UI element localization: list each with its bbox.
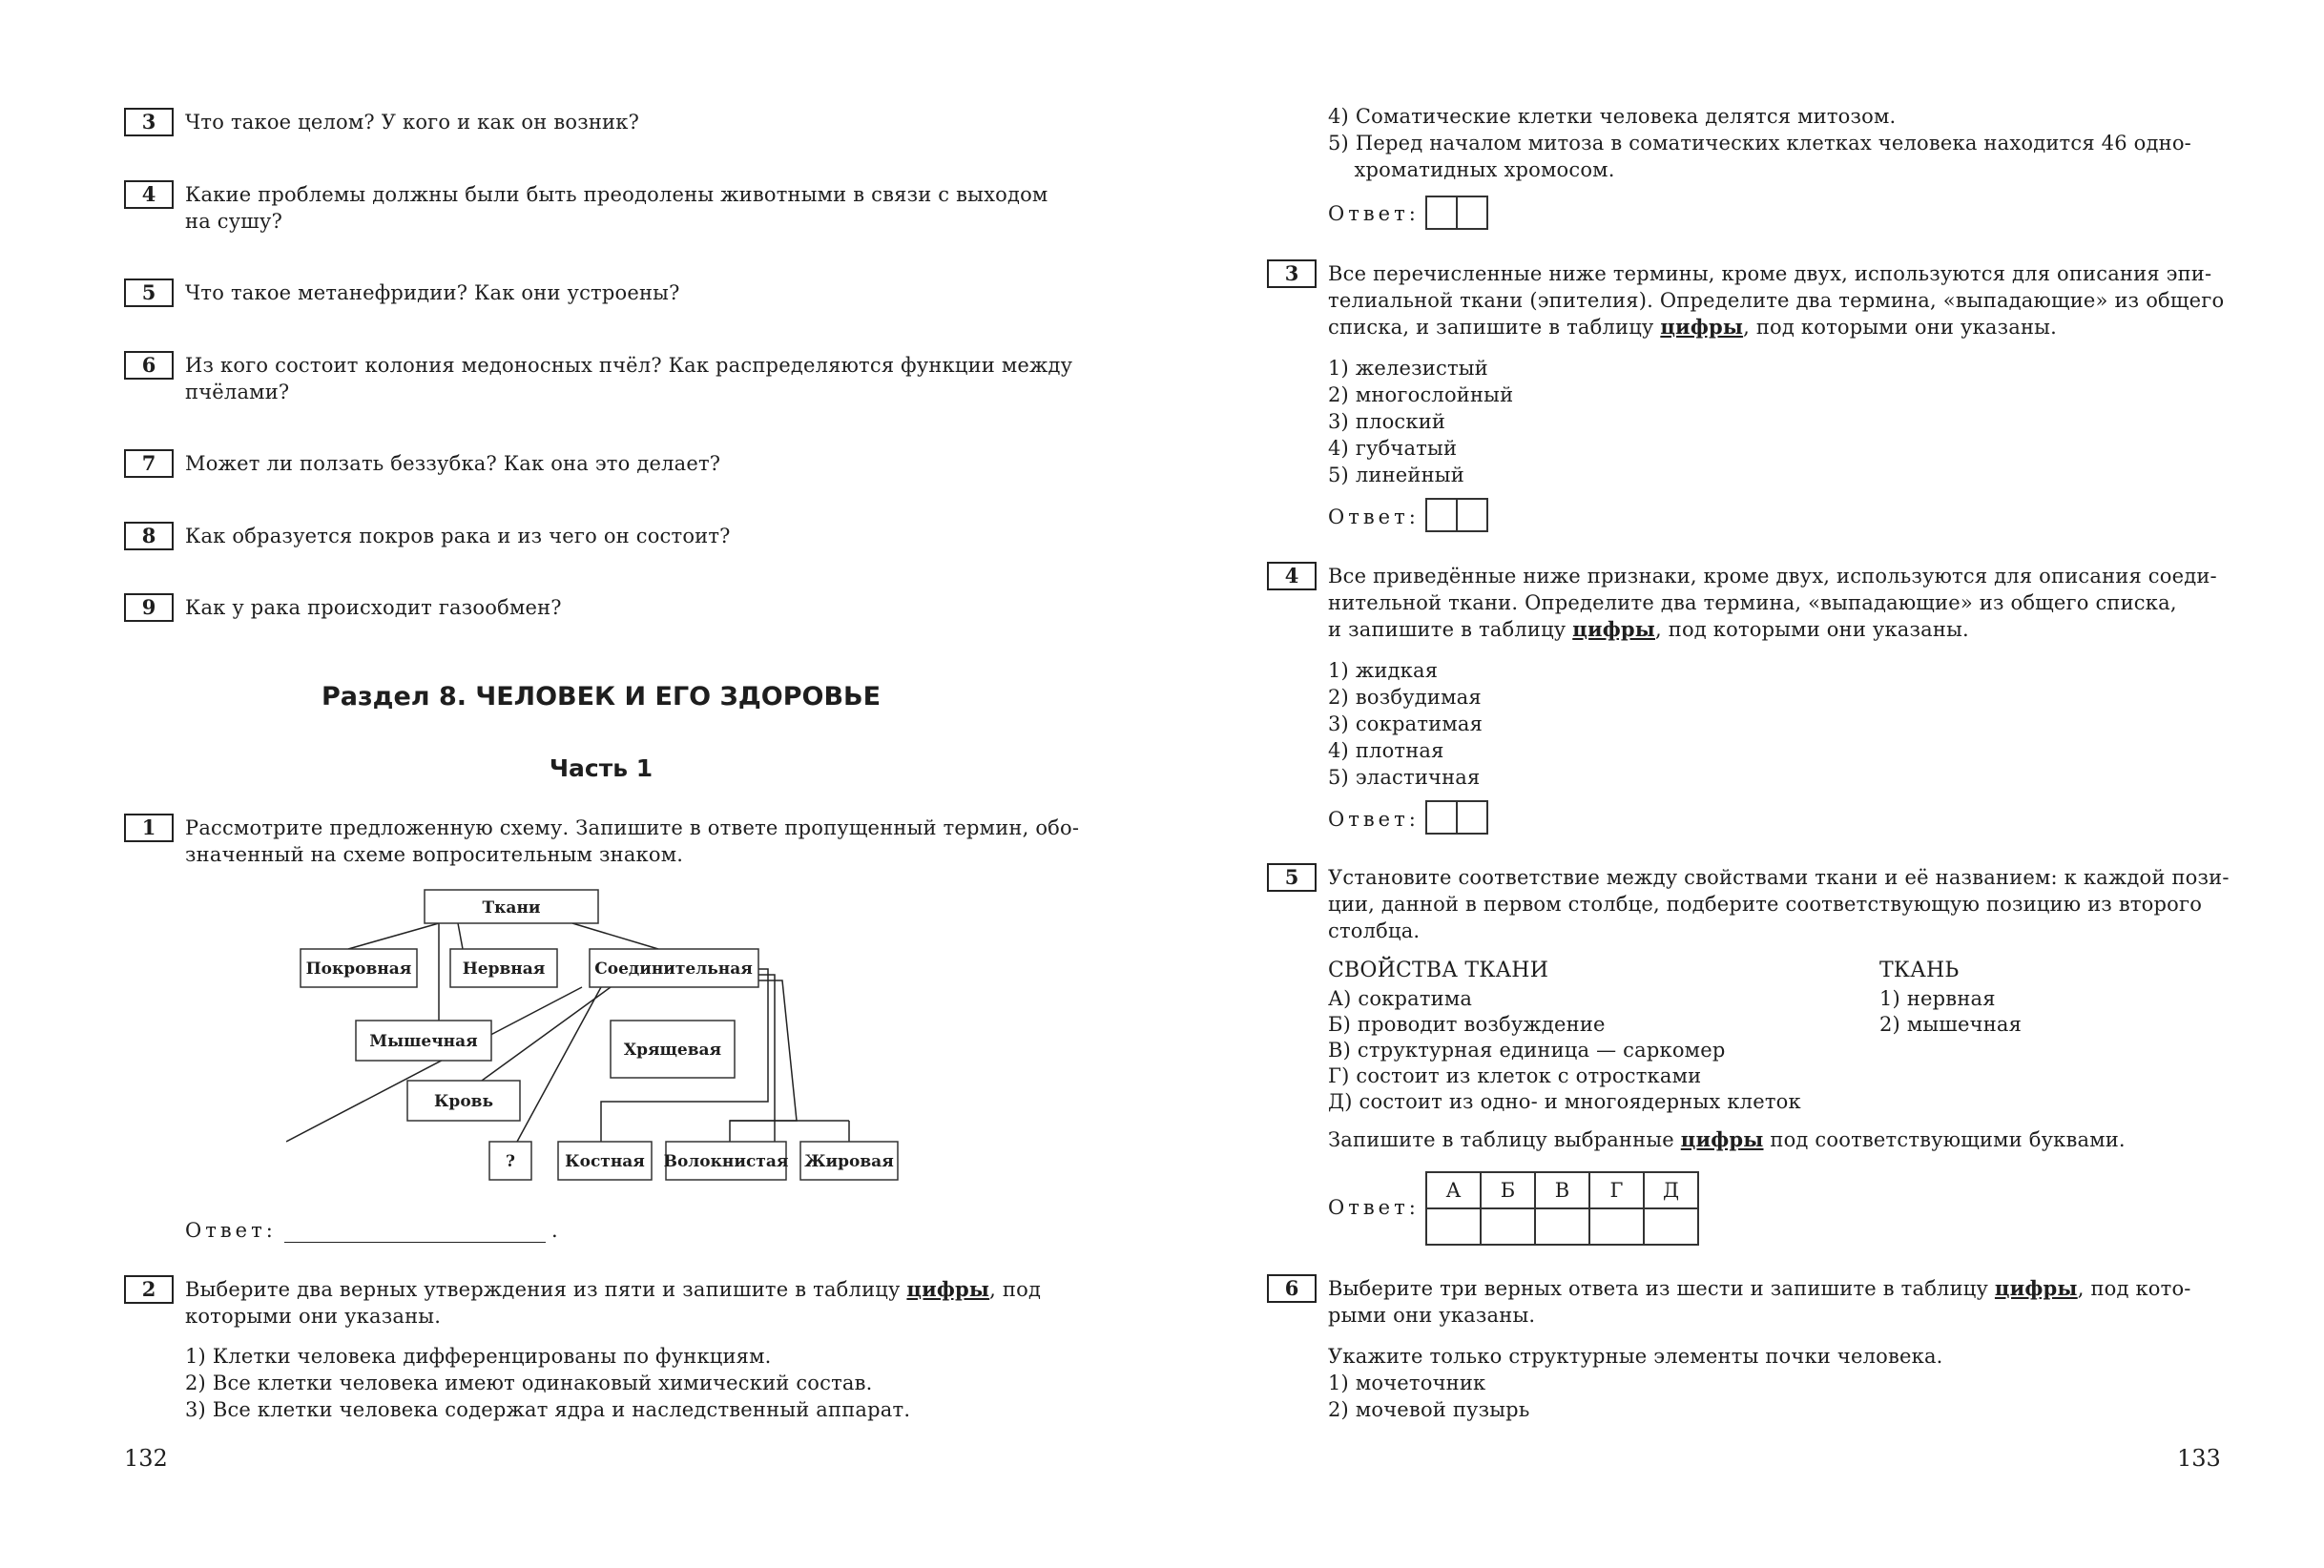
option-text: 1) мочеточник	[1328, 1372, 1486, 1394]
part-title: Часть 1	[549, 754, 654, 782]
option-text: 2) возбудимая	[1328, 686, 1482, 709]
question-text: на сушу?	[185, 210, 283, 233]
answer-cell[interactable]	[1481, 1208, 1535, 1245]
prompt-text: Укажите только структурные элементы почки человека.	[1328, 1345, 1943, 1368]
diagram-label-root: Ткани	[482, 898, 541, 918]
match-item: Д) состоит из одно- и многоядерных клеток	[1328, 1090, 1801, 1113]
answer-cell[interactable]	[1456, 498, 1488, 532]
option-text: 3) сократимая	[1328, 712, 1484, 735]
option-text: 4) губчатый	[1328, 437, 1458, 460]
option-text: 1) жидкая	[1328, 659, 1439, 682]
question-text: столбца.	[1328, 919, 1421, 942]
question-text: Все приведённые ниже признаки, кроме двух, используются для описания соеди-	[1328, 565, 2217, 588]
option-text: хроматидных хромосом.	[1328, 158, 1615, 181]
diagram-label-soedinitelnaya: Соединительная	[594, 959, 753, 979]
page-number: 133	[2177, 1445, 2221, 1472]
question-number: 8	[124, 522, 174, 550]
question-text: телиальной ткани (эпителия). Определите два термина, «выпадающие» из общего	[1328, 289, 2225, 312]
column-header-tissue: ТКАНЬ	[1879, 959, 1960, 982]
answer-cell[interactable]	[1456, 800, 1488, 835]
question-number: 9	[124, 593, 174, 622]
answer-line[interactable]	[284, 1242, 546, 1243]
question-number: 4	[124, 180, 174, 209]
match-item: 1) нервная	[1879, 987, 1996, 1010]
question-text: Рассмотрите предложенную схему. Запишите в ответе пропущенный термин, обо-	[185, 816, 1080, 839]
question-text: Все перечисленные ниже термины, кроме двух, используются для описания эпи-	[1328, 262, 2212, 285]
answer-cell[interactable]	[1644, 1208, 1698, 1245]
question-text: рыми они указаны.	[1328, 1304, 1536, 1327]
diagram-label-voloknistaya: Волокнистая	[663, 1152, 789, 1171]
answer-label: Ответ:	[1328, 1196, 1420, 1219]
option-text: 2) Все клетки человека имеют одинаковый химический состав.	[185, 1372, 873, 1394]
question-text: значенный на схеме вопросительным знаком.	[185, 843, 684, 866]
question-text: ции, данной в первом столбце, подберите соответствующую позицию из второго	[1328, 893, 2203, 916]
diagram-label-myshechnaya: Мышечная	[369, 1032, 478, 1051]
option-text: 4) плотная	[1328, 739, 1444, 762]
diagram-label-zhirovaya: Жировая	[804, 1152, 894, 1171]
option-text: 2) многослойный	[1328, 383, 1514, 406]
question-number: 5	[1267, 863, 1317, 892]
question-number: 5	[124, 279, 174, 307]
tissue-diagram	[286, 877, 916, 1192]
answer-cell[interactable]	[1425, 498, 1458, 532]
question-text: Выберите три верных ответа из шести и запишите в таблицу цифры, под кото-	[1328, 1276, 2191, 1300]
answer-cell[interactable]	[1425, 196, 1458, 230]
option-text: 2) мочевой пузырь	[1328, 1398, 1530, 1421]
question-number: 3	[1267, 259, 1317, 288]
section-title: Раздел 8. ЧЕЛОВЕК И ЕГО ЗДОРОВЬЕ	[321, 682, 882, 712]
diagram-label-question: ?	[506, 1152, 515, 1171]
column-header-properties: СВОЙСТВА ТКАНИ	[1328, 959, 1549, 982]
question-number: 1	[124, 814, 174, 842]
option-text: 5) линейный	[1328, 464, 1464, 486]
table-header: В	[1535, 1172, 1589, 1208]
page-number: 132	[124, 1445, 168, 1472]
question-text: Как у рака происходит газообмен?	[185, 596, 562, 619]
table-header: Б	[1481, 1172, 1535, 1208]
table-header: Д	[1644, 1172, 1698, 1208]
match-item: 2) мышечная	[1879, 1013, 2023, 1036]
option-text: 1) железистый	[1328, 357, 1488, 380]
option-text: 5) Перед началом митоза в соматических клетках человека находится 46 одно-	[1328, 132, 2191, 155]
answer-table	[1425, 1171, 1699, 1246]
question-text: Может ли ползать беззубка? Как она это делает?	[185, 452, 721, 475]
question-text: нительной ткани. Определите два термина, «выпадающие» из общего списка,	[1328, 591, 2177, 614]
answer-cell[interactable]	[1425, 800, 1458, 835]
question-text: Что такое метанефридии? Как они устроены?	[185, 281, 680, 304]
question-number: 2	[124, 1275, 174, 1304]
question-text: Что такое целом? У кого и как он возник?	[185, 111, 640, 134]
match-item: В) структурная единица — саркомер	[1328, 1039, 1726, 1062]
diagram-label-khryashchevaya: Хрящевая	[623, 1041, 722, 1060]
option-text: 3) Все клетки человека содержат ядра и наследственный аппарат.	[185, 1398, 911, 1421]
question-text: Какие проблемы должны были быть преодолены животными в связи с выходом	[185, 183, 1048, 206]
option-text: 1) Клетки человека дифференцированы по функциям.	[185, 1345, 772, 1368]
answer-label: Ответ:	[185, 1219, 277, 1242]
question-number: 7	[124, 449, 174, 478]
answer-label: Ответ:	[1328, 808, 1420, 831]
diagram-label-krov: Кровь	[433, 1092, 494, 1111]
table-header: А	[1426, 1172, 1481, 1208]
question-number: 6	[124, 351, 174, 380]
diagram-label-kostnaya: Костная	[565, 1152, 645, 1171]
question-text: которыми они указаны.	[185, 1305, 442, 1328]
match-item: Б) проводит возбуждение	[1328, 1013, 1606, 1036]
option-text: 4) Соматические клетки человека делятся митозом.	[1328, 105, 1897, 128]
instruction-text: Запишите в таблицу выбранные цифры под соответствующими буквами.	[1328, 1127, 2126, 1151]
question-number: 6	[1267, 1274, 1317, 1303]
option-text: 3) плоский	[1328, 410, 1446, 433]
diagram-label-pokrovnaya: Покровная	[305, 959, 412, 979]
question-text: и запишите в таблицу цифры, под которыми они указаны.	[1328, 617, 1969, 641]
answer-period: .	[551, 1219, 558, 1242]
match-item: А) сократима	[1328, 987, 1473, 1010]
answer-label: Ответ:	[1328, 202, 1420, 225]
answer-cell[interactable]	[1456, 196, 1488, 230]
table-header: Г	[1589, 1172, 1644, 1208]
question-text: Установите соответствие между свойствами ткани и её названием: к каждой пози-	[1328, 866, 2230, 889]
question-text: Из кого состоит колония медоносных пчёл? Как распределяются функции между	[185, 354, 1073, 377]
match-item: Г) состоит из клеток с отростками	[1328, 1064, 1702, 1087]
question-text: Как образуется покров рака и из чего он состоит?	[185, 525, 731, 547]
answer-cell[interactable]	[1589, 1208, 1644, 1245]
answer-cell[interactable]	[1426, 1208, 1481, 1245]
right-page	[1162, 0, 2324, 1568]
question-text: Выберите два верных утверждения из пяти и запишите в таблицу цифры, под	[185, 1277, 1042, 1301]
option-text: 5) эластичная	[1328, 766, 1481, 789]
question-text: пчёлами?	[185, 381, 290, 403]
diagram-label-nervnaya: Нервная	[462, 959, 546, 979]
question-number: 3	[124, 108, 174, 136]
answer-label: Ответ:	[1328, 505, 1420, 528]
answer-cell[interactable]	[1535, 1208, 1589, 1245]
question-number: 4	[1267, 562, 1317, 590]
question-text: списка, и запишите в таблицу цифры, под которыми они указаны.	[1328, 315, 2057, 339]
